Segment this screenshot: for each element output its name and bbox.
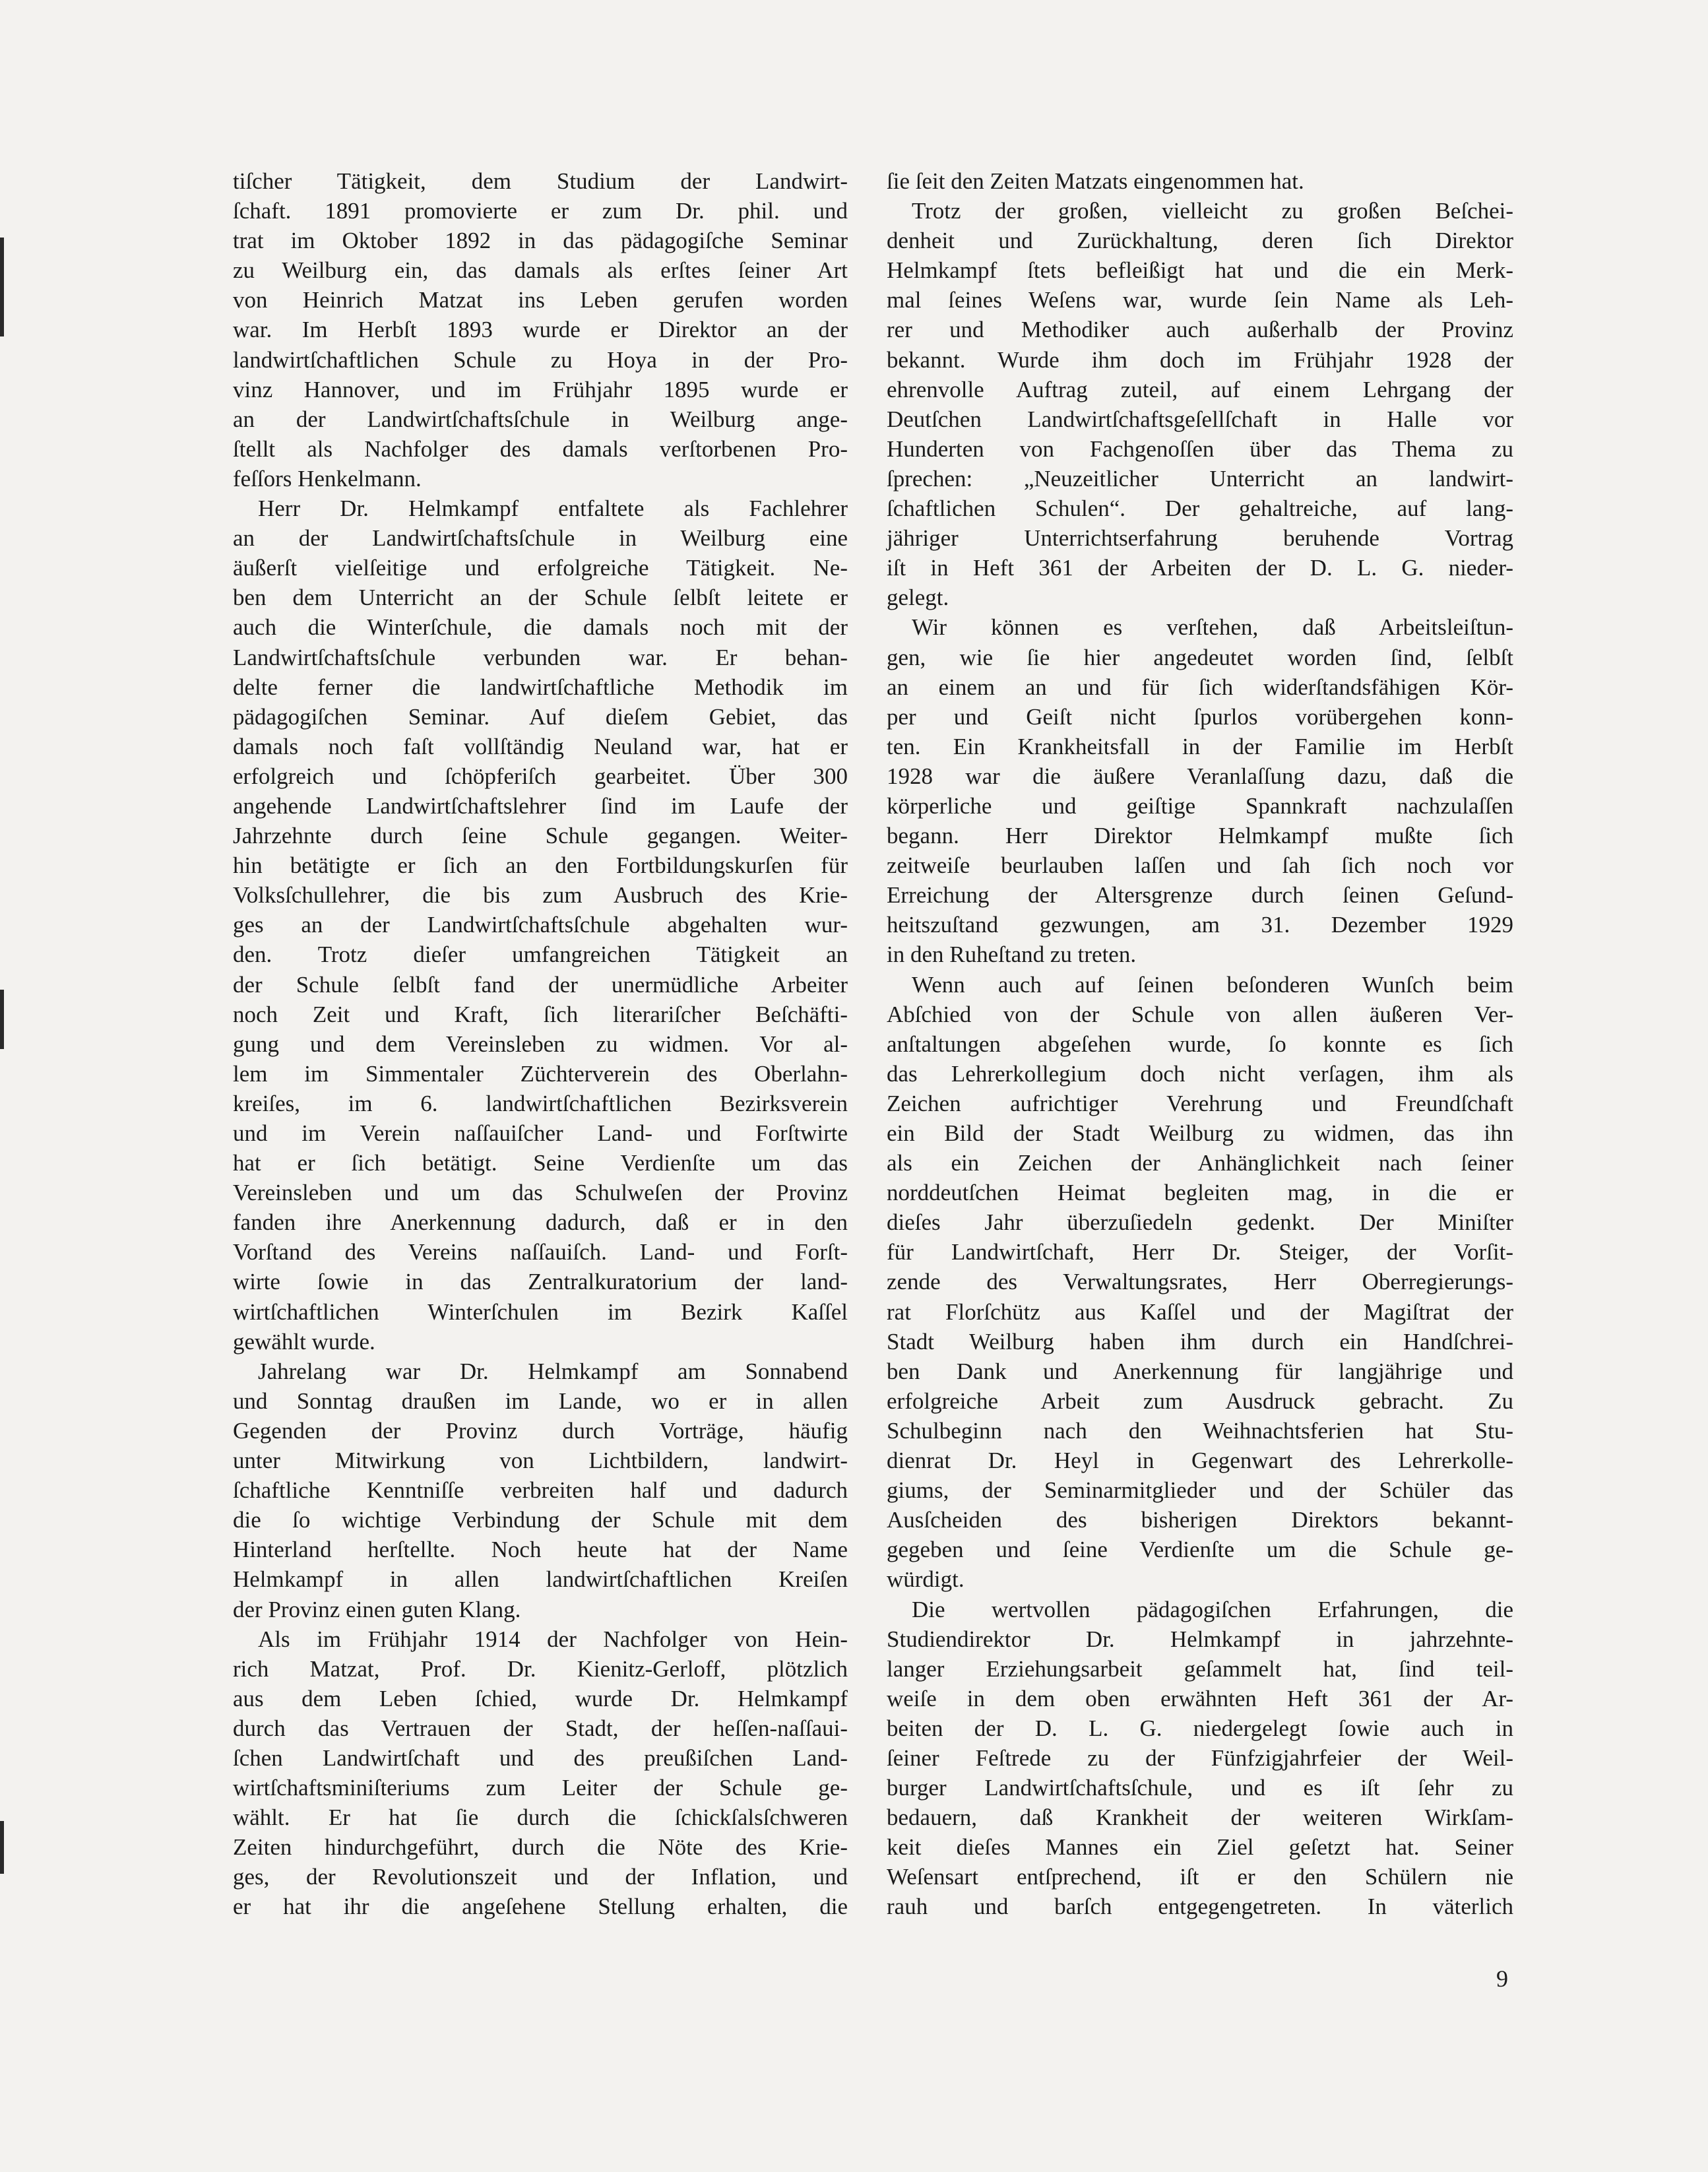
text-line: heitszuſtand gezwungen, am 31. Dezember 1929	[887, 912, 1513, 938]
text-line: Weſensart entſprechend, iſt er den Schülern nie	[887, 1864, 1513, 1890]
text-line: iſt in Heft 361 der Arbeiten der D. L. G. nieder-	[887, 555, 1513, 581]
text-line: weiſe in dem oben erwähnten Heft 361 der Ar-	[887, 1685, 1513, 1711]
text-line: Stadt Weilburg haben ihm durch ein Handſchrei-	[887, 1328, 1513, 1355]
text-column-left	[233, 166, 848, 1922]
text-line: in den Ruheſtand zu treten.	[887, 942, 1137, 968]
text-line: Volksſchullehrer, die bis zum Ausbruch des Krie-	[233, 882, 848, 909]
text-line: wählt. Er hat ſie durch die ſchickſalsſchweren	[233, 1805, 848, 1831]
text-line: rauh und barſch entgegengetreten. In väterlich	[887, 1894, 1513, 1920]
text-line: ges an der Landwirtſchaftsſchule abgehalten wur-	[233, 912, 848, 938]
text-line: norddeutſchen Heimat begleiten mag, in die er	[887, 1180, 1513, 1206]
text-line: dienrat Dr. Heyl in Gegenwart des Lehrerkolle-	[887, 1448, 1513, 1474]
text-line: und Sonntag draußen im Lande, wo er in allen	[233, 1388, 848, 1414]
text-line: ein Bild der Stadt Weilburg zu widmen, das ihn	[887, 1120, 1513, 1146]
text-line: an der Landwirtſchaftsſchule in Weilburg ange-	[233, 406, 848, 432]
text-line: wirtſchaftsminiſteriums zum Leiter der Schule ge-	[233, 1775, 848, 1801]
text-line: feſſors Henkelmann.	[233, 465, 422, 492]
text-line: ſprechen: „Neuzeitlicher Unterricht an landwirt-	[887, 465, 1513, 492]
text-line: hin betätigte er ſich an den Fortbildungskurſen für	[233, 852, 848, 879]
text-line: Deutſchen Landwirtſchaftsgeſellſchaft in Halle vor	[887, 406, 1513, 432]
text-line: ten. Ein Krankheitsfall in der Familie im Herbſt	[887, 733, 1513, 759]
text-line: gewählt wurde.	[233, 1328, 375, 1355]
text-line: äußerſt vielſeitige und erfolgreiche Tätigkeit. Ne-	[233, 555, 848, 581]
text-line: Studiendirektor Dr. Helmkampf in jahrzehnte-	[887, 1626, 1513, 1652]
scan-edge-mark	[0, 238, 4, 336]
text-line: Wenn auch auf ſeinen beſonderen Wunſch beim	[912, 971, 1513, 998]
text-column-right	[887, 166, 1513, 1922]
text-line: pädagogiſchen Seminar. Auf dieſem Gebiet, das	[233, 703, 848, 730]
text-line: erfolgreiche Arbeit zum Ausdruck gebracht. Zu	[887, 1388, 1513, 1414]
text-line: begann. Herr Direktor Helmkampf mußte ſich	[887, 823, 1513, 849]
text-line: erfolgreich und ſchöpferiſch gearbeitet. Über 300	[233, 763, 848, 789]
text-line: zende des Verwaltungsrates, Herr Oberregierungs-	[887, 1269, 1513, 1295]
text-line: langer Erziehungsarbeit geſammelt hat, ſind teil-	[887, 1655, 1513, 1682]
text-line: unter Mitwirkung von Lichtbildern, landwirt-	[233, 1448, 848, 1474]
text-line: gung und dem Vereinsleben zu widmen. Vor al-	[233, 1031, 848, 1057]
text-line: bekannt. Wurde ihm doch im Frühjahr 1928 der	[887, 346, 1513, 373]
text-line: Hunderten von Fachgenoſſen über das Thema zu	[887, 435, 1513, 462]
text-line: als ein Zeichen der Anhänglichkeit nach ſeiner	[887, 1150, 1513, 1176]
text-line: rer und Methodiker auch außerhalb der Provinz	[887, 317, 1513, 343]
text-line: mal ſeines Weſens war, wurde ſein Name als Leh-	[887, 287, 1513, 313]
text-line: bedauern, daß Krankheit der weiteren Wirkſam-	[887, 1805, 1513, 1831]
text-line: denheit und Zurückhaltung, deren ſich Direktor	[887, 228, 1513, 254]
text-line: der Provinz einen guten Klang.	[233, 1596, 521, 1622]
text-line: Herr Dr. Helmkampf entfaltete als Fachlehrer	[258, 495, 848, 522]
text-line: Als im Frühjahr 1914 der Nachfolger von Hein-	[258, 1626, 848, 1652]
text-line: landwirtſchaftlichen Schule zu Hoya in der Pro-	[233, 346, 848, 373]
text-line: ehrenvolle Auftrag zuteil, auf einem Lehrgang der	[887, 376, 1513, 402]
text-line: Abſchied von der Schule von allen äußeren Ver-	[887, 1001, 1513, 1027]
text-line: war. Im Herbſt 1893 wurde er Direktor an der	[233, 317, 848, 343]
text-line: Helmkampf in allen landwirtſchaftlichen Kreiſen	[233, 1566, 848, 1593]
text-line: Jahrelang war Dr. Helmkampf am Sonnabend	[258, 1358, 848, 1384]
text-line: ſchaft. 1891 promovierte er zum Dr. phil. und	[233, 198, 848, 224]
text-line: Jahrzehnte durch ſeine Schule gegangen. Weiter-	[233, 823, 848, 849]
text-line: er hat ihr die angeſehene Stellung erhalten, die	[233, 1894, 848, 1920]
text-line: Zeichen aufrichtiger Verehrung und Freundſchaft	[887, 1090, 1513, 1116]
text-line: das Lehrerkollegium doch nicht verſagen, ihm als	[887, 1060, 1513, 1087]
text-line: ges, der Revolutionszeit und der Inflation, und	[233, 1864, 848, 1890]
text-line: durch das Vertrauen der Stadt, der heſſen-naſſaui-	[233, 1715, 848, 1741]
text-line: ſeiner Feſtrede zu der Fünfzigjahrfeier der Weil-	[887, 1744, 1513, 1771]
text-line: Die wertvollen pädagogiſchen Erfahrungen, die	[912, 1596, 1513, 1622]
text-line: fanden ihre Anerkennung dadurch, daß er in den	[233, 1209, 848, 1236]
text-line: Landwirtſchaftsſchule verbunden war. Er behan-	[233, 644, 848, 670]
text-line: gen, wie ſie hier angedeutet worden ſind, ſelbſt	[887, 644, 1513, 670]
text-line: ſie ſeit den Zeiten Matzats eingenommen hat.	[887, 168, 1304, 194]
text-line: von Heinrich Matzat ins Leben gerufen worden	[233, 287, 848, 313]
text-line: kreiſes, im 6. landwirtſchaftlichen Bezirksverein	[233, 1090, 848, 1116]
text-line: und im Verein naſſauiſcher Land- und Forſtwirte	[233, 1120, 848, 1146]
text-line: tiſcher Tätigkeit, dem Studium der Landwirt-	[233, 168, 848, 194]
text-line: Vorſtand des Vereins naſſauiſch. Land- und Forſt-	[233, 1239, 848, 1265]
text-line: wirtſchaftlichen Winterſchulen im Bezirk Kaſſel	[233, 1298, 848, 1325]
page-number: 9	[1496, 1965, 1508, 1992]
text-line: per und Geiſt nicht ſpurlos vorübergehen konn-	[887, 703, 1513, 730]
text-line: Wir können es verſtehen, daß Arbeitsleiſtun-	[912, 614, 1513, 641]
text-line: den. Trotz dieſer umfangreichen Tätigkeit an	[233, 942, 848, 968]
text-line: damals noch faſt vollſtändig Neuland war, hat er	[233, 733, 848, 759]
text-line: ſtellt als Nachfolger des damals verſtorbenen Pro-	[233, 435, 848, 462]
text-line: ſchaftliche Kenntniſſe verbreiten half und dadurch	[233, 1477, 848, 1504]
text-line: giums, der Seminarmitglieder und der Schüler das	[887, 1477, 1513, 1504]
text-line: zeitweiſe beurlauben laſſen und ſah ſich noch vor	[887, 852, 1513, 879]
text-line: angehende Landwirtſchaftslehrer ſind im Laufe der	[233, 792, 848, 819]
text-line: für Landwirtſchaft, Herr Dr. Steiger, der Vorſit-	[887, 1239, 1513, 1265]
text-line: Schulbeginn nach den Weihnachtsferien hat Stu-	[887, 1417, 1513, 1444]
text-line: vinz Hannover, und im Frühjahr 1895 wurde er	[233, 376, 848, 402]
text-line: ben dem Unterricht an der Schule ſelbſt leitete er	[233, 585, 848, 611]
text-line: gegeben und ſeine Verdienſte um die Schule ge-	[887, 1537, 1513, 1563]
text-line: keit dieſes Mannes ein Ziel geſetzt hat. Seiner	[887, 1834, 1513, 1861]
text-line: noch Zeit und Kraft, ſich literariſcher Beſchäfti-	[233, 1001, 848, 1027]
text-line: beiten der D. L. G. niedergelegt ſowie auch in	[887, 1715, 1513, 1741]
text-line: ſchen Landwirtſchaft und des preußiſchen Land-	[233, 1744, 848, 1771]
text-line: körperliche und geiſtige Spannkraft nachzulaſſen	[887, 792, 1513, 819]
text-line: delte ferner die landwirtſchaftliche Methodik im	[233, 674, 848, 700]
text-line: Erreichung der Altersgrenze durch ſeinen Geſund-	[887, 882, 1513, 909]
text-line: wirte ſowie in das Zentralkuratorium der land-	[233, 1269, 848, 1295]
text-line: würdigt.	[887, 1566, 965, 1593]
text-line: hat er ſich betätigt. Seine Verdienſte um das	[233, 1150, 848, 1176]
text-line: burger Landwirtſchaftsſchule, und es iſt ſehr zu	[887, 1775, 1513, 1801]
text-line: auch die Winterſchule, die damals noch mit der	[233, 614, 848, 641]
text-line: Hinterland herſtellte. Noch heute hat der Name	[233, 1537, 848, 1563]
text-line: Ausſcheiden des bisherigen Direktors bekannt-	[887, 1507, 1513, 1533]
text-line: Helmkampf ſtets befleißigt hat und die ein Merk-	[887, 257, 1513, 284]
text-line: trat im Oktober 1892 in das pädagogiſche Seminar	[233, 228, 848, 254]
text-line: lem im Simmentaler Züchterverein des Oberlahn-	[233, 1060, 848, 1087]
text-line: an einem an und für ſich widerſtandsfähigen Kör-	[887, 674, 1513, 700]
text-line: dieſes Jahr überzuſiedeln gedenkt. Der Miniſter	[887, 1209, 1513, 1236]
text-line: Zeiten hindurchgeführt, durch die Nöte des Krie-	[233, 1834, 848, 1861]
text-line: rich Matzat, Prof. Dr. Kienitz-Gerloff, plötzlich	[233, 1655, 848, 1682]
text-line: Trotz der großen, vielleicht zu großen Beſchei-	[912, 198, 1513, 224]
scan-edge-mark	[0, 1821, 4, 1874]
text-line: der Schule ſelbſt fand der unermüdliche Arbeiter	[233, 971, 848, 998]
text-line: an der Landwirtſchaftsſchule in Weilburg eine	[233, 525, 848, 552]
text-line: zu Weilburg ein, das damals als erſtes ſeiner Art	[233, 257, 848, 284]
text-line: jähriger Unterrichtserfahrung beruhende Vortrag	[887, 525, 1513, 552]
text-line: Vereinsleben und um das Schulweſen der Provinz	[233, 1180, 848, 1206]
text-line: Gegenden der Provinz durch Vorträge, häufig	[233, 1417, 848, 1444]
scan-edge-mark	[0, 990, 4, 1049]
text-line: anſtaltungen abgeſehen wurde, ſo konnte es ſich	[887, 1031, 1513, 1057]
text-line: aus dem Leben ſchied, wurde Dr. Helmkampf	[233, 1685, 848, 1711]
text-line: 1928 war die äußere Veranlaſſung dazu, daß die	[887, 763, 1513, 789]
text-line: die ſo wichtige Verbindung der Schule mit dem	[233, 1507, 848, 1533]
text-line: ſchaftlichen Schulen“. Der gehaltreiche, auf lang-	[887, 495, 1513, 522]
text-line: rat Florſchütz aus Kaſſel und der Magiſtrat der	[887, 1298, 1513, 1325]
text-line: gelegt.	[887, 585, 949, 611]
text-line: ben Dank und Anerkennung für langjährige und	[887, 1358, 1513, 1384]
